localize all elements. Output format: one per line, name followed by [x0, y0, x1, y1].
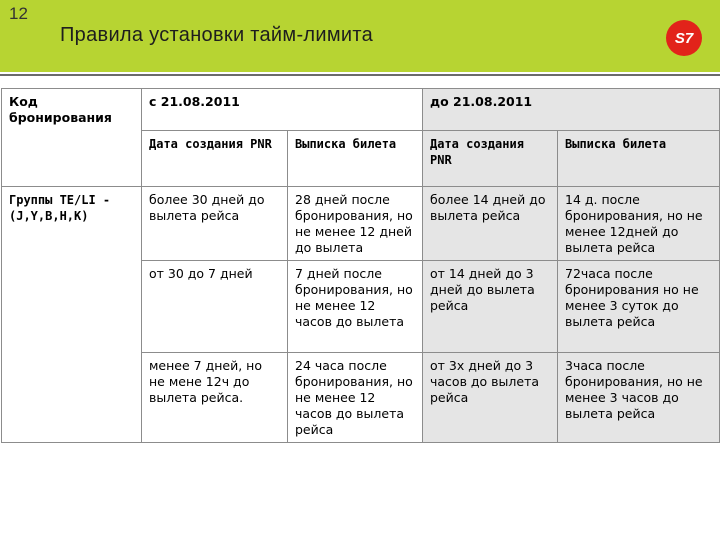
- time-limit-table: [1, 88, 720, 443]
- booking-code-header: Код бронирования: [2, 89, 142, 187]
- subheader-creation-new: Дата создания PNR: [142, 131, 288, 187]
- slide-number: 12: [9, 4, 28, 23]
- group-header-old: до 21.08.2011: [423, 89, 720, 131]
- table-cell: 3часа после бронирования, но не менее 3 часов до вылета рейса: [558, 353, 720, 443]
- fare-groups-label: Группы TE/LI - (J,Y,B,H,K): [2, 187, 142, 443]
- s7-logo-icon: [666, 20, 702, 56]
- subheader-ticket-old: Выписка билета: [558, 131, 720, 187]
- table-cell: менее 7 дней, но не мене 12ч до вылета рейса.: [142, 353, 288, 443]
- header-divider: [0, 74, 720, 76]
- table-cell: от 3х дней до 3 часов до вылета рейса: [423, 353, 558, 443]
- group-header-new: с 21.08.2011: [142, 89, 423, 131]
- header-bar: [0, 0, 720, 72]
- table-cell: 14 д. после бронирования, но не менее 12дней до вылета рейса: [558, 187, 720, 261]
- table-cell: 72часа после бронирования но не менее 3 суток до вылета рейса: [558, 261, 720, 353]
- table-cell: 24 часа после бронирования, но не менее 12 часов до вылета рейса: [288, 353, 423, 443]
- table-cell: 28 дней после бронирования, но не менее 12 дней до вылета: [288, 187, 423, 261]
- logo-text: S7: [674, 29, 694, 47]
- table-cell: 7 дней после бронирования, но не менее 12 часов до вылета: [288, 261, 423, 353]
- subheader-ticket-new: Выписка билета: [288, 131, 423, 187]
- table-cell: более 14 дней до вылета рейса: [423, 187, 558, 261]
- table-cell: от 14 дней до 3 дней до вылета рейса: [423, 261, 558, 353]
- table-cell: более 30 дней до вылета рейса: [142, 187, 288, 261]
- slide-title: Правила установки тайм-лимита: [60, 24, 374, 46]
- table-cell: от 30 до 7 дней: [142, 261, 288, 353]
- subheader-creation-old: Дата создания PNR: [423, 131, 558, 187]
